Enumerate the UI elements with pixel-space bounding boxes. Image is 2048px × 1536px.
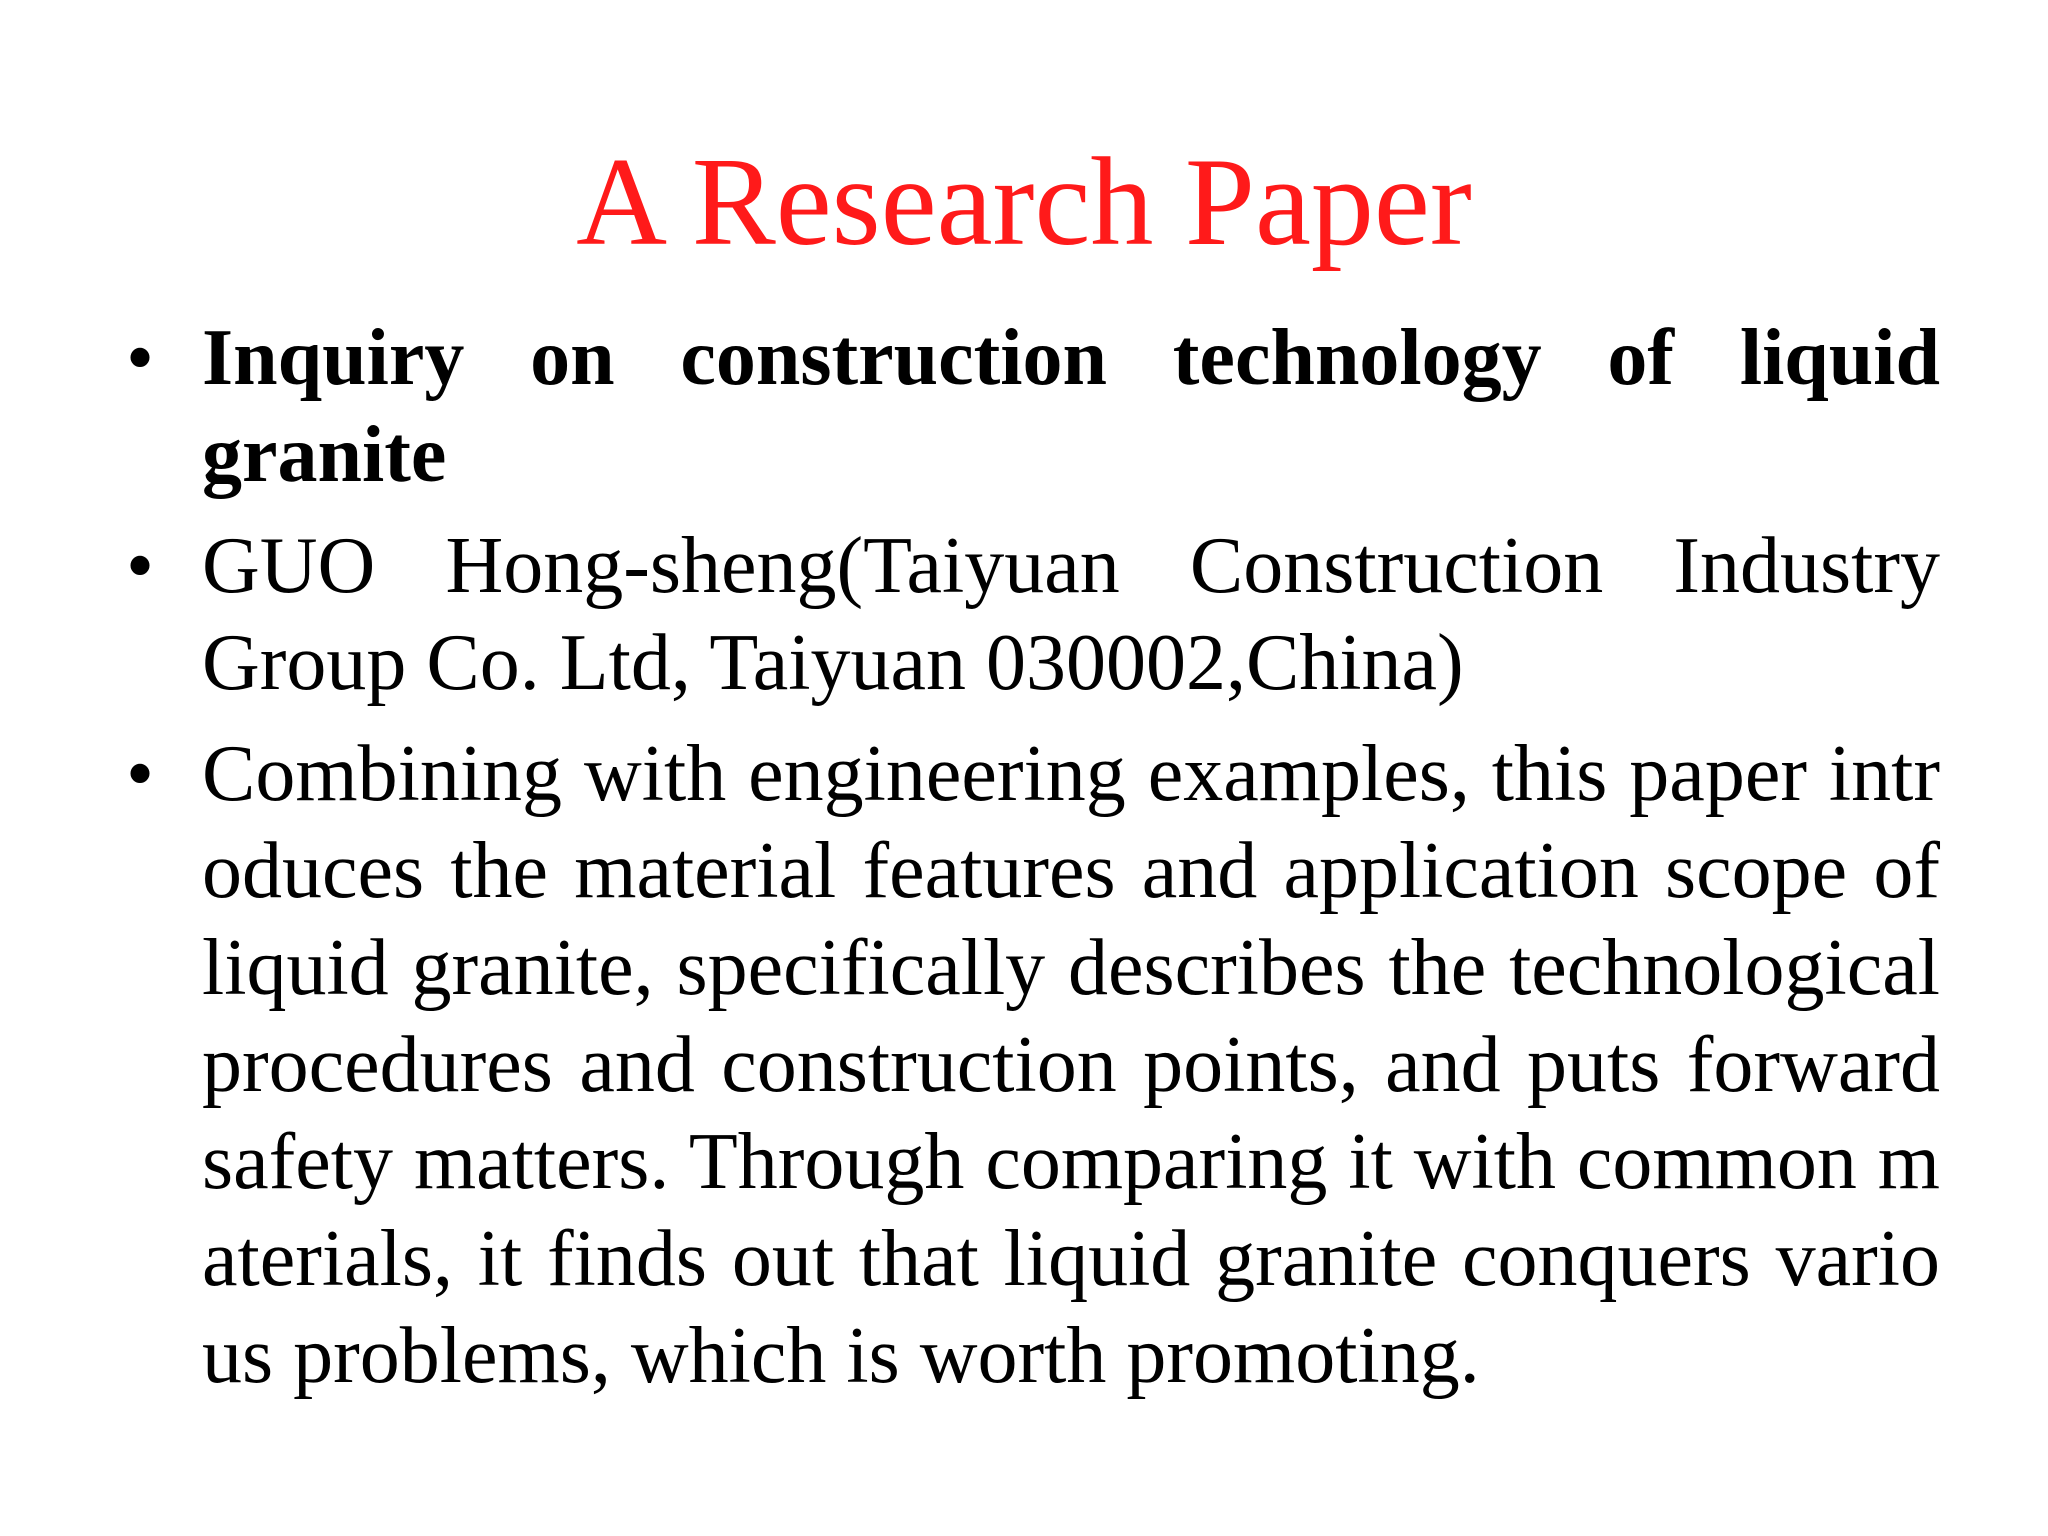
bullet-item-title xyxy=(120,310,1940,504)
bullet-icon: • xyxy=(126,522,155,610)
bullet-icon: • xyxy=(126,314,155,402)
bullet-item-author xyxy=(120,518,1940,712)
bullet-icon: • xyxy=(126,730,155,818)
bullet-item-abstract xyxy=(120,726,1940,1405)
paper-title: Inquiry on construction technology of liquid granite xyxy=(202,314,1940,499)
paper-abstract: Combining with engineering examples, this paper intr oduces the material features and application scope of liquid granite, specifically describes the technological procedures and construction points, and puts forward safety matters. Through comparing it with common m aterials, it finds out that liquid granite conquers vario us problems, which is worth promoting. xyxy=(202,730,1940,1400)
slide-title: A Research Paper xyxy=(576,133,1472,272)
paper-author: GUO Hong-sheng(Taiyuan Construction Industry Group Co. Ltd, Taiyuan 030002,China) xyxy=(202,522,1940,707)
bullet-list xyxy=(120,310,1940,1419)
